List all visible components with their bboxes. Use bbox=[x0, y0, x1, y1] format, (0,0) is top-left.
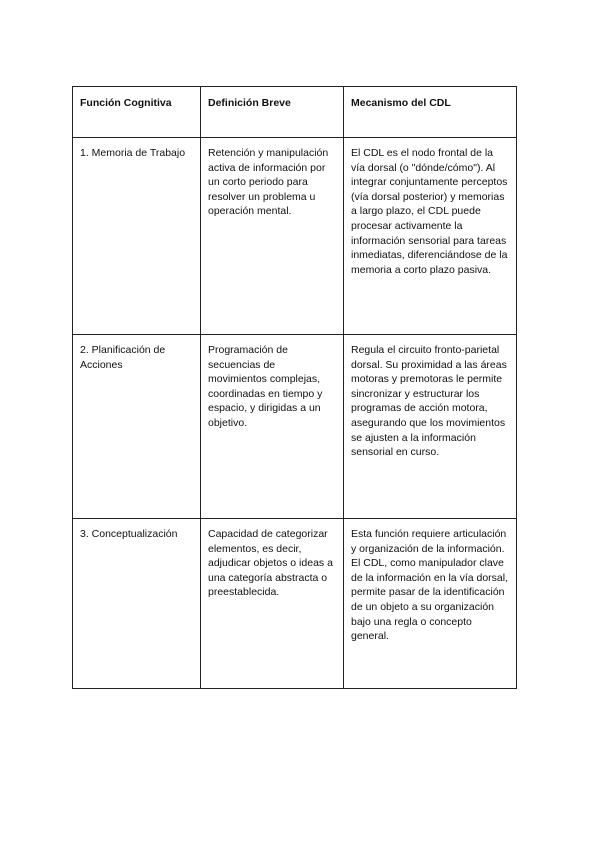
cell-function-name: 1. Memoria de Trabajo bbox=[73, 138, 201, 335]
cell-definition: Capacidad de categorizar elementos, es decir, adjudicar objetos o ideas a una categoría abstracta o preestablecida. bbox=[201, 519, 344, 689]
cell-definition: Retención y manipulación activa de información por un corto periodo para resolver un problema u operación mental. bbox=[201, 138, 344, 335]
cell-function-name: 3. Conceptualización bbox=[73, 519, 201, 689]
table-row bbox=[73, 335, 517, 519]
header-function: Función Cognitiva bbox=[73, 87, 201, 138]
cognitive-functions-table bbox=[72, 86, 517, 689]
table-header-row bbox=[73, 87, 517, 138]
table-row bbox=[73, 519, 517, 689]
table-row bbox=[73, 138, 517, 335]
cell-mechanism: Esta función requiere articulación y organización de la información. El CDL, como manipulador clave de la información en la vía dorsal, permite pasar de la identificación de un objeto a su organización bajo una regla o concepto general. bbox=[344, 519, 517, 689]
header-definition: Definición Breve bbox=[201, 87, 344, 138]
cell-definition: Programación de secuencias de movimientos complejas, coordinadas en tiempo y espacio, y dirigidas a un objetivo. bbox=[201, 335, 344, 519]
header-mechanism: Mecanismo del CDL bbox=[344, 87, 517, 138]
cell-mechanism: El CDL es el nodo frontal de la vía dorsal (o "dónde/cómo"). Al integrar conjuntamente perceptos (vía dorsal posterior) y memorias a largo plazo, el CDL puede procesar activamente la información sensorial para tareas inmediatas, diferenciándose de la memoria a corto plazo pasiva. bbox=[344, 138, 517, 335]
cell-mechanism: Regula el circuito fronto-parietal dorsal. Su proximidad a las áreas motoras y premotoras le permite sincronizar y estructurar los programas de acción motora, asegurando que los movimientos se ajusten a la información sensorial en curso. bbox=[344, 335, 517, 519]
cell-function-name: 2. Planificación de Acciones bbox=[73, 335, 201, 519]
